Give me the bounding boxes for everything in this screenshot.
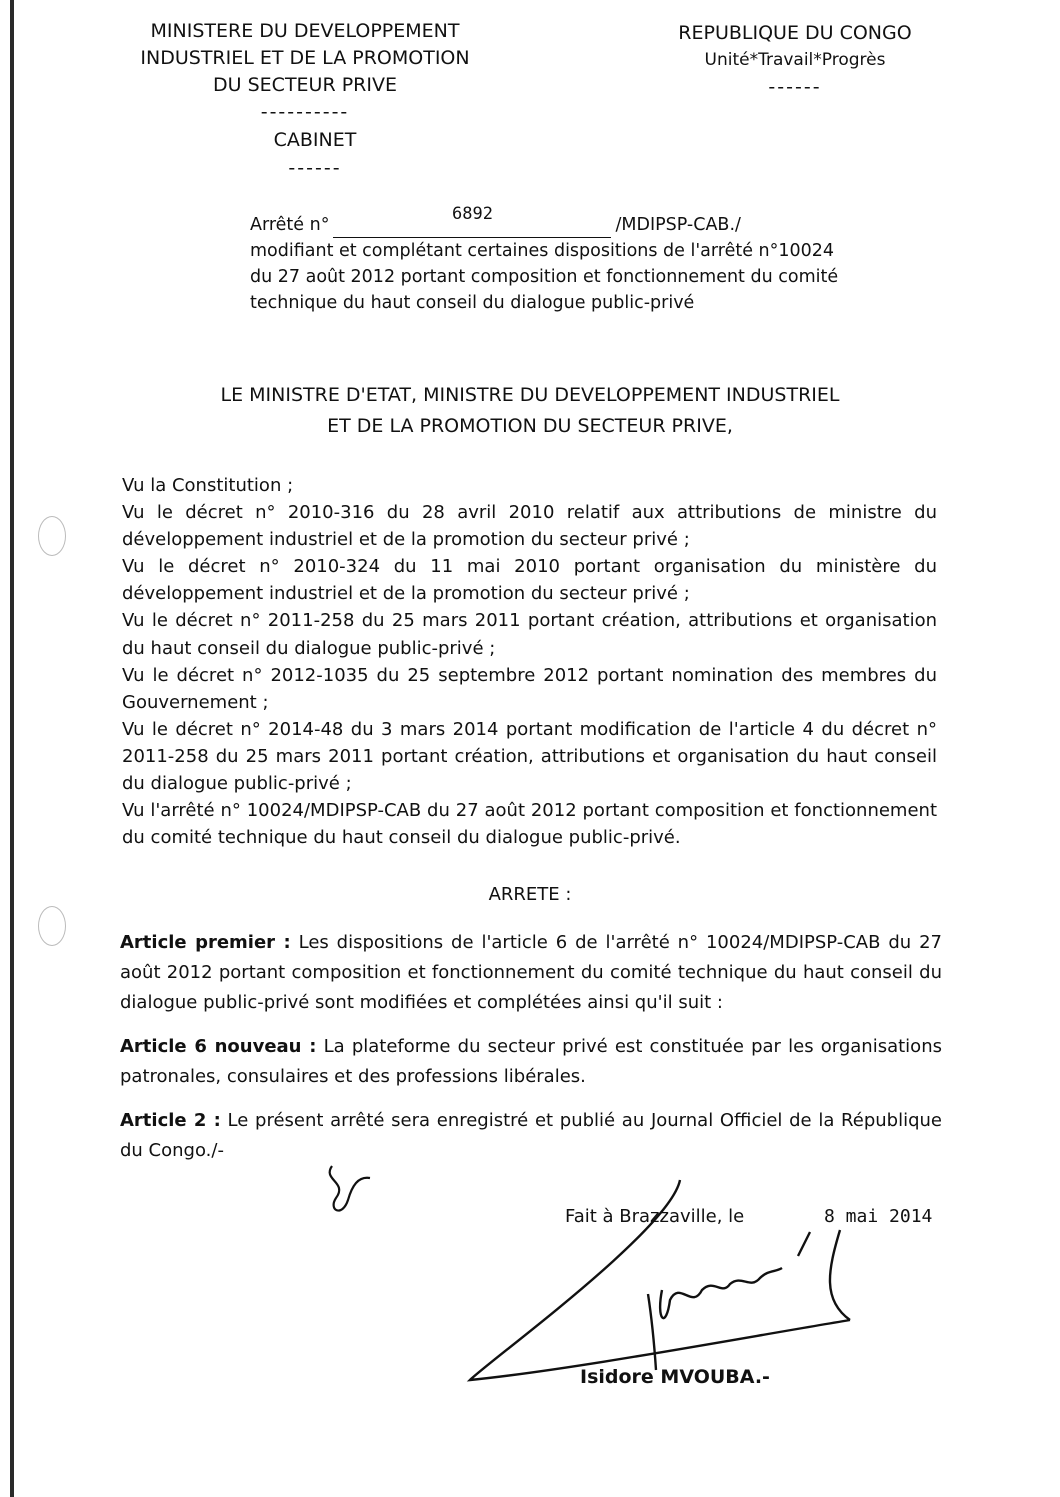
considerant: Vu le décret n° 2011-258 du 25 mars 2011 portant création, attributions et organisation du haut conseil du dialogue public-privé ; (122, 610, 937, 659)
cabinet-separator: ------ (288, 157, 342, 179)
ministry-header (120, 18, 490, 126)
decree-heading: ARRETE : (488, 884, 572, 905)
ministry-separator: ---------- (260, 101, 350, 123)
ministry-line-2: INDUSTRIEL ET DE LA PROMOTION (140, 47, 470, 69)
cabinet-label: CABINET (273, 129, 357, 151)
ministry-line-3: DU SECTEUR PRIVE (213, 74, 397, 96)
arrete-suffix: /MDIPSP-CAB./ (615, 215, 741, 235)
republic-separator: ------ (768, 76, 822, 98)
article-text: Les dispositions de l'article 6 de l'arrêté n° 10024/MDIPSP-CAB du 27 août 2012 portant composition et fonctionnement du comité technique du haut conseil du dialogue public-privé sont modifiées et complétées ainsi qu'il suit : (120, 932, 942, 1013)
arrete-subject-line-3: technique du haut conseil du dialogue public-privé (250, 293, 695, 313)
republic-header (650, 20, 940, 101)
arrete-number-field (333, 204, 611, 238)
article-label: Article 2 : (120, 1110, 221, 1131)
considerant: Vu le décret n° 2010-324 du 11 mai 2010 portant organisation du ministère du développement industriel et de la promotion du secteur privé ; (122, 556, 937, 605)
signer-name: Isidore MVOUBA.- (580, 1366, 770, 1388)
articles (120, 928, 942, 1180)
arrete-subject-line-2: du 27 août 2012 portant composition et fonctionnement du comité (250, 267, 839, 287)
arrete-prefix: Arrêté n° (250, 215, 330, 235)
scan-edge (10, 0, 14, 1497)
minister-line-1: LE MINISTRE D'ETAT, MINISTRE DU DEVELOPPEMENT INDUSTRIEL (220, 384, 840, 406)
minister-heading (120, 380, 940, 442)
article (120, 1032, 942, 1092)
article (120, 928, 942, 1018)
article-label: Article 6 nouveau : (120, 1036, 317, 1057)
considerant: Vu la Constitution ; (122, 475, 294, 496)
considerant: Vu le décret n° 2010-316 du 28 avril 2010 relatif aux attributions de ministre du développement industriel et de la promotion du secteur privé ; (122, 502, 937, 551)
considerant: Vu l'arrêté n° 10024/MDIPSP-CAB du 27 août 2012 portant composition et fonctionnement du comité technique du haut conseil du dialogue public-privé. (122, 800, 937, 849)
place-of-signing: Fait à Brazzaville, le (565, 1206, 745, 1227)
ministry-line-1: MINISTERE DU DEVELOPPEMENT (150, 20, 460, 42)
punch-hole (38, 516, 66, 556)
punch-hole (38, 906, 66, 946)
article-text: La plateforme du secteur privé est constituée par les organisations patronales, consulaires et des professions libérales. (120, 1036, 942, 1087)
republic-name: REPUBLIQUE DU CONGO (678, 22, 912, 44)
republic-motto: Unité*Travail*Progrès (704, 50, 886, 70)
cabinet-block (120, 126, 510, 182)
considerant: Vu le décret n° 2014-48 du 3 mars 2014 portant modification de l'article 4 du décret n° 2011-258 du 25 mars 2011 portant création, attributions et organisation du haut conseil du dialogue public-privé ; (122, 718, 937, 795)
signature-mark (430, 1170, 870, 1390)
arrete-subject-line-1: modifiant et complétant certaines dispositions de l'arrêté n°10024 (250, 241, 835, 261)
arrete-number-line (250, 204, 940, 238)
article-label: Article premier : (120, 932, 291, 953)
signing-date: 8 mai 2014 (824, 1206, 933, 1227)
article-text: Le présent arrêté sera enregistré et publié au Journal Officiel de la République du Congo./- (120, 1110, 942, 1161)
article (120, 1106, 942, 1166)
initials-paraph (318, 1152, 378, 1222)
arrete-number: 6892 (451, 204, 493, 224)
considerants (122, 472, 937, 851)
minister-line-2: ET DE LA PROMOTION DU SECTEUR PRIVE, (327, 415, 733, 437)
arrete-title (250, 204, 940, 316)
considerant: Vu le décret n° 2012-1035 du 25 septembre 2012 portant nomination des membres du Gouvernement ; (122, 664, 937, 713)
